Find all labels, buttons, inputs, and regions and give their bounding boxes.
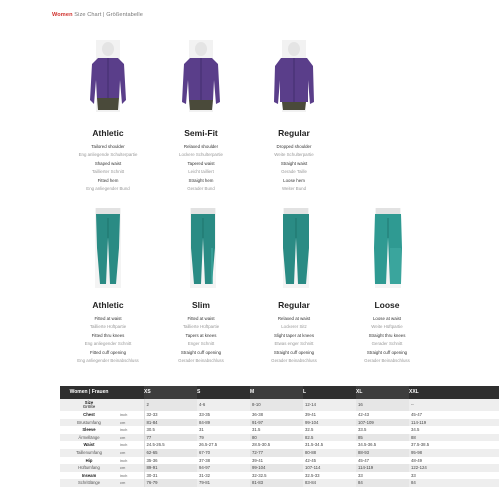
style-feature: Straight waist	[280, 160, 308, 166]
size-value-cell: 77	[144, 434, 197, 442]
style-feature: Relaxed shoulder	[183, 144, 219, 149]
size-header: L	[303, 386, 356, 399]
size-value-cell: 45-47	[358, 457, 369, 463]
unit-cell: inch	[118, 426, 144, 434]
size-value-cell: --	[409, 399, 499, 411]
table-row	[60, 472, 499, 480]
jacket-figure-regular	[264, 40, 324, 112]
size-value-cell: 81-83	[250, 479, 303, 487]
size-value-cell: 33.5	[358, 427, 367, 433]
unit-cell: inch	[118, 441, 144, 449]
size-table	[60, 386, 499, 487]
size-value-cell: 67-70	[197, 449, 250, 457]
size-header: M	[250, 386, 303, 399]
style-feature: Loose at waist	[372, 316, 402, 321]
size-value-cell: 33	[411, 472, 416, 478]
measure-label: Taillenumfang	[60, 449, 118, 457]
size-value-cell: 31.5	[252, 427, 261, 433]
measure-label: Waist	[83, 442, 95, 448]
size-value-cell: 2	[144, 399, 197, 411]
size-value-cell: 36-38	[252, 412, 263, 417]
style-feature: Shaped waist	[94, 160, 122, 166]
unit-cell: inch	[118, 411, 144, 419]
measure-label: Brustumfang	[60, 419, 118, 427]
table-row	[60, 464, 499, 472]
size-value-cell: 84	[356, 479, 409, 487]
chart-header	[52, 12, 143, 18]
size-value-cell: 39-41	[305, 412, 316, 417]
style-feature-de: Eng anliegende Schulterpartie	[78, 152, 138, 158]
style-feature-de: Weiter Bund	[281, 186, 307, 192]
table-row	[60, 399, 499, 411]
size-value-cell: 37.5-38.5	[411, 442, 430, 448]
size-value-cell: 72-77	[250, 449, 303, 457]
table-row	[60, 434, 499, 442]
style-feature: Fitted hem	[97, 177, 119, 183]
unit-cell: cm	[118, 434, 144, 442]
style-feature: Fitted at waist	[94, 316, 122, 321]
table-row	[60, 479, 499, 487]
size-value-cell: 99-104	[250, 464, 303, 472]
style-feature: Tapered waist	[187, 160, 215, 166]
style-feature-de: Lockerer Sitz	[281, 324, 307, 330]
style-name: Athletic	[92, 128, 124, 138]
size-value-cell: 107-109	[356, 419, 409, 427]
unit-cell: cm	[118, 479, 144, 487]
jacket-figure-athletic	[78, 40, 138, 112]
size-header: S	[197, 386, 250, 399]
measure-label: Chest	[83, 412, 95, 417]
style-feature: Straight cuff opening	[180, 349, 222, 355]
bottom-style-regular	[249, 300, 339, 365]
table-corner: Women | Frauen	[60, 386, 118, 399]
size-value-cell: 34.5-36.5	[358, 442, 377, 448]
style-name: Athletic	[92, 300, 124, 310]
table-row	[60, 426, 499, 434]
bottom-style-athletic	[63, 300, 153, 365]
bottom-style-loose	[342, 300, 432, 365]
size-header-row	[60, 386, 499, 399]
size-value-cell: 31-32	[199, 472, 210, 478]
size-value-cell: 89-91	[144, 464, 197, 472]
size-value-cell: 48-49	[411, 457, 422, 463]
style-feature: Loose hem	[283, 177, 305, 183]
size-value-cell: 107-114	[303, 464, 356, 472]
measure-label: Ärmellänge	[60, 434, 118, 442]
style-name: Regular	[278, 128, 310, 138]
size-value-cell: 35-36	[146, 457, 158, 463]
style-feature-de: Etwas enger Schnitt	[274, 341, 314, 347]
top-style-athletic	[63, 128, 153, 193]
style-feature: Relaxed at waist	[277, 316, 311, 321]
unit-cell: cm	[118, 464, 144, 472]
style-feature-de: Taillierter Schnitt	[91, 169, 125, 175]
style-feature: Straight thru knees	[368, 332, 406, 338]
measure-label	[60, 399, 118, 411]
table-row	[60, 441, 499, 449]
size-value-cell: 30.5	[146, 427, 155, 433]
style-name: Slim	[192, 300, 210, 310]
size-value-cell: 94-97	[197, 464, 250, 472]
size-value-cell: 82.5	[303, 434, 356, 442]
style-feature-de: Gerader Beinabschluss	[178, 358, 224, 364]
measure-label: Hüftumfang	[60, 464, 118, 472]
style-feature: Fitted cuff opening	[89, 349, 127, 355]
style-feature-de: Weite Schulterpartie	[274, 152, 314, 158]
unit-cell: inch	[118, 457, 144, 465]
size-value-cell: 42-45	[305, 457, 316, 463]
style-feature-de: Eng anliegender Bund	[86, 186, 130, 192]
size-value-cell: 88-93	[356, 449, 409, 457]
style-feature: Straight cuff opening	[273, 349, 315, 355]
style-feature: Tailored shoulder	[91, 144, 125, 149]
size-value-cell: 31	[199, 427, 204, 433]
bottom-style-slim	[156, 300, 246, 365]
size-header: XS	[144, 386, 197, 399]
measure-label: Inseam	[81, 472, 97, 478]
style-feature-de: Gerader Schnitt	[371, 341, 403, 347]
size-value-cell: 114-119	[356, 464, 409, 472]
style-feature-de: Taillierte Hüftpartie	[182, 324, 220, 330]
size-value-cell: 33	[358, 472, 363, 478]
pant-figure-loose	[363, 208, 413, 288]
style-name: Loose	[374, 300, 400, 310]
size-value-cell: 26.5-27.5	[199, 442, 218, 448]
size-value-cell: 32-33	[146, 412, 158, 417]
size-value-cell: 32.5	[305, 427, 314, 433]
size-value-cell: 88	[409, 434, 499, 442]
size-value-cell: 79	[197, 434, 250, 442]
size-header: XXL	[409, 386, 499, 399]
style-feature: Slight taper at knees	[273, 332, 315, 338]
size-value-cell: 16	[356, 399, 409, 411]
measure-label-en: Size	[84, 399, 94, 405]
style-feature-de: Gerade Taille	[281, 169, 307, 175]
top-style-semifit	[156, 128, 246, 193]
table-row	[60, 419, 499, 427]
style-feature-de: Enger Schnitt	[187, 341, 215, 347]
style-feature: Dropped shoulder	[276, 144, 312, 149]
style-feature: Straight hem	[188, 177, 214, 183]
unit-cell: inch	[118, 472, 144, 480]
size-value-cell: 99-104	[303, 419, 356, 427]
style-feature-de: Taillierte Hüftpartie	[89, 324, 127, 330]
header-title: Size Chart | Größentabelle	[74, 12, 143, 18]
style-feature: Fitted at waist	[187, 316, 215, 321]
size-value-cell: 30-31	[146, 472, 158, 478]
measure-label: Schrittlänge	[60, 479, 118, 487]
style-feature-de: Leicht tailliert	[188, 169, 214, 175]
size-value-cell: 24.5-26.5	[146, 442, 165, 448]
jacket-figure-semifit	[171, 40, 231, 112]
measure-label: Sleeve	[82, 427, 96, 433]
size-value-cell: 32-32.5	[252, 472, 267, 478]
size-value-cell: 31.5-34.5	[305, 442, 324, 448]
size-value-cell: 91-97	[250, 419, 303, 427]
size-value-cell: 62-65	[144, 449, 197, 457]
header-women: Women	[52, 12, 73, 18]
style-feature-de: Lockere Schulterpartie	[179, 152, 223, 158]
pant-figure-athletic	[83, 208, 133, 288]
unit-cell: cm	[118, 419, 144, 427]
style-feature: Fitted thru knees	[91, 332, 125, 338]
size-value-cell: 85	[356, 434, 409, 442]
size-value-cell: 28.5-30.5	[252, 442, 271, 448]
size-value-cell: 76-79	[144, 479, 197, 487]
table-row	[60, 449, 499, 457]
style-feature-de: Gerader Bund	[187, 186, 215, 192]
size-value-cell: 34.5	[411, 427, 420, 433]
style-feature-de: Eng anliegender Beinabschluss	[77, 358, 139, 364]
style-name: Semi-Fit	[184, 128, 218, 138]
top-style-regular	[249, 128, 339, 193]
unit-cell	[118, 399, 144, 411]
pant-figure-regular	[271, 208, 321, 288]
size-value-cell: 33-35	[199, 412, 210, 417]
pant-figure-slim	[178, 208, 228, 288]
style-feature-de: Eng anliegender Schnitt	[84, 341, 132, 347]
style-feature: Straight cuff opening	[366, 349, 408, 355]
size-value-cell: 84-89	[197, 419, 250, 427]
size-header: XL	[356, 386, 409, 399]
size-value-cell: 8-10	[250, 399, 303, 411]
size-value-cell: 114-119	[409, 419, 499, 427]
table-row	[60, 457, 499, 465]
size-value-cell: 80	[250, 434, 303, 442]
size-value-cell: 37-38	[199, 457, 210, 463]
size-value-cell: 42-43	[358, 412, 369, 417]
size-value-cell: 12-14	[303, 399, 356, 411]
size-value-cell: 80-88	[303, 449, 356, 457]
table-row	[60, 411, 499, 419]
size-value-cell: 4-6	[197, 399, 250, 411]
style-feature-de: Gerader Beinabschluss	[271, 358, 317, 364]
size-value-cell: 45-47	[411, 412, 422, 417]
size-value-cell: 81-84	[144, 419, 197, 427]
size-value-cell: 32.5-33	[305, 472, 320, 478]
style-name: Regular	[278, 300, 310, 310]
measure-label: Hip	[85, 457, 93, 463]
size-value-cell: 95-98	[409, 449, 499, 457]
style-feature: Tapers at knees	[185, 332, 217, 338]
size-value-cell: 83-84	[303, 479, 356, 487]
size-value-cell: 79-81	[197, 479, 250, 487]
style-feature-de: Weite Hüftpartie	[371, 324, 403, 330]
size-value-cell: 84	[409, 479, 499, 487]
measure-label-de: Größe	[82, 404, 96, 409]
size-value-cell: 39-41	[252, 457, 263, 463]
style-feature-de: Gerader Beinabschluss	[364, 358, 410, 364]
unit-cell: cm	[118, 449, 144, 457]
size-value-cell: 122-124	[409, 464, 499, 472]
